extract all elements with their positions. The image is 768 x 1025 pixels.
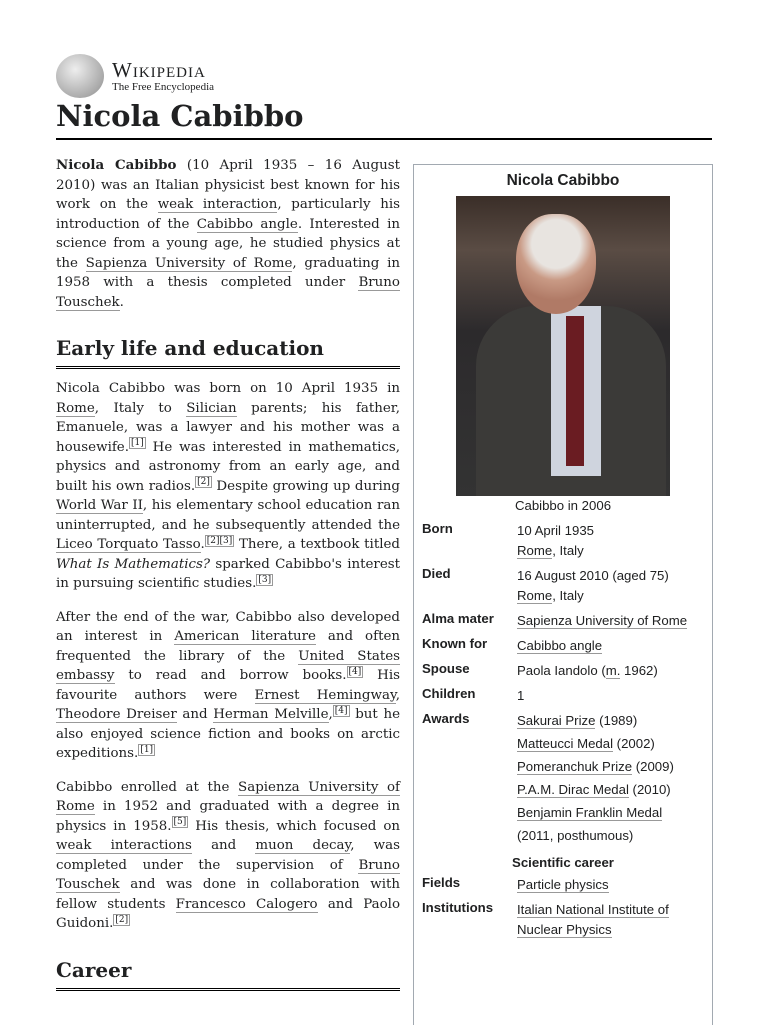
text: What Is Mathematics? bbox=[56, 556, 211, 572]
text: 10 April 1935 bbox=[517, 523, 594, 538]
text: His thesis, which focused on bbox=[188, 818, 401, 834]
wiki-link[interactable]: Sapienza University of Rome bbox=[517, 613, 688, 628]
globe-icon bbox=[56, 54, 104, 98]
wiki-link[interactable]: United States embassy bbox=[56, 648, 400, 683]
value-line bbox=[517, 566, 669, 586]
section-heading: Career bbox=[56, 956, 400, 991]
citation-link[interactable]: [1] bbox=[140, 744, 154, 755]
wiki-link[interactable]: Rome bbox=[517, 588, 553, 603]
infobox-row bbox=[414, 519, 712, 564]
citation-link[interactable]: [4] bbox=[334, 705, 348, 716]
value-line bbox=[517, 636, 602, 656]
logo-tagline: The Free Encyclopedia bbox=[112, 81, 215, 93]
wiki-link[interactable]: Silician bbox=[186, 400, 237, 416]
wiki-link[interactable]: World War II bbox=[56, 498, 143, 513]
wiki-link[interactable]: weak interaction bbox=[157, 197, 278, 212]
wiki-link[interactable]: Herman Melville bbox=[213, 707, 329, 722]
value-line bbox=[517, 757, 674, 777]
infobox-label: Born bbox=[422, 521, 453, 536]
infobox-value bbox=[517, 875, 609, 895]
value-line bbox=[517, 521, 594, 541]
wiki-link[interactable]: Matteucci Medal bbox=[517, 736, 614, 751]
value-line bbox=[517, 541, 594, 561]
text: , Italy bbox=[552, 588, 584, 603]
text: , bbox=[328, 707, 333, 722]
infobox-value bbox=[517, 566, 669, 606]
infobox-label: Spouse bbox=[422, 661, 470, 676]
wiki-link[interactable]: Liceo Torquato Tasso bbox=[56, 537, 201, 552]
text: and was done in collaboration with fellow students bbox=[56, 877, 400, 912]
infobox bbox=[413, 164, 713, 1025]
text: Nicola Cabibbo bbox=[56, 157, 177, 173]
text: , Italy to bbox=[94, 400, 187, 416]
citation-link[interactable]: [3] bbox=[258, 574, 272, 585]
text: (2010) bbox=[628, 782, 671, 797]
value-line bbox=[517, 920, 669, 940]
text: Despite growing up during bbox=[211, 478, 400, 494]
infobox-row bbox=[414, 684, 712, 709]
wiki-link[interactable]: Bruno Touschek bbox=[56, 275, 400, 310]
citation-link[interactable]: [2][3] bbox=[206, 535, 233, 546]
infobox-label: Died bbox=[422, 566, 451, 581]
text: , bbox=[395, 687, 400, 703]
article-body bbox=[56, 156, 400, 1001]
text: 1 bbox=[517, 688, 525, 703]
text: . Interested in science from a young age, he studied physics at the bbox=[56, 216, 400, 271]
citation bbox=[333, 705, 350, 717]
text: (1989) bbox=[595, 713, 638, 728]
infobox-row bbox=[414, 634, 712, 659]
wiki-link[interactable]: Sakurai Prize bbox=[517, 713, 596, 728]
citation-link[interactable]: [1] bbox=[131, 438, 144, 449]
citation bbox=[138, 744, 155, 756]
paragraph bbox=[56, 156, 400, 312]
infobox-label: Alma mater bbox=[422, 611, 494, 626]
text: Cabibbo enrolled at the bbox=[56, 779, 239, 795]
value-line bbox=[517, 875, 609, 895]
infobox-value bbox=[517, 900, 669, 940]
citation bbox=[129, 437, 146, 449]
infobox-label: Children bbox=[422, 686, 476, 701]
wiki-link[interactable]: American literature bbox=[174, 629, 316, 644]
citation-link[interactable]: [5] bbox=[173, 817, 187, 828]
text: There, a textbook titled bbox=[234, 537, 400, 552]
text: , graduating in 1958 with a thesis completed under bbox=[56, 255, 400, 290]
wikipedia-logo[interactable] bbox=[56, 54, 214, 98]
text: (2009) bbox=[632, 759, 674, 774]
wiki-link[interactable]: m. bbox=[605, 663, 621, 678]
infobox-row bbox=[414, 609, 712, 634]
value-line bbox=[517, 586, 669, 606]
wiki-link[interactable]: weak interactions bbox=[56, 838, 192, 853]
value-line bbox=[517, 803, 674, 823]
infobox-subheader: Scientific career bbox=[512, 855, 614, 870]
wiki-link[interactable]: Nuclear Physics bbox=[517, 922, 612, 937]
infobox-value bbox=[517, 521, 594, 561]
wiki-link[interactable]: Bruno Touschek bbox=[56, 857, 400, 892]
citation bbox=[256, 574, 273, 586]
paragraph bbox=[56, 778, 400, 934]
citation bbox=[195, 476, 212, 488]
citation bbox=[205, 535, 235, 547]
text: Nicola Cabibbo was born on 10 April 1935 in bbox=[56, 381, 400, 396]
text: His favourite authors were bbox=[56, 668, 401, 703]
text: He was interested in mathematics, physics and astronomy from an early age, and built his own radios. bbox=[56, 439, 400, 494]
text: and often frequented the library of the bbox=[56, 629, 400, 664]
text: . bbox=[119, 294, 124, 310]
wiki-link[interactable]: Sapienza University of Rome bbox=[85, 255, 293, 271]
text: parents; his father, Emanuele, was a lawyer and his mother was a housewife. bbox=[56, 400, 400, 455]
wiki-link[interactable]: P.A.M. Dirac Medal bbox=[517, 782, 629, 797]
text: and bbox=[191, 838, 256, 853]
text: 1962) bbox=[620, 663, 658, 678]
infobox-row bbox=[414, 898, 712, 943]
wiki-link[interactable]: Italian National Institute of bbox=[517, 902, 669, 917]
infobox-label: Known for bbox=[422, 636, 488, 651]
text: and bbox=[176, 707, 214, 722]
text: After the end of the war, Cabibbo also developed an interest in bbox=[56, 609, 400, 644]
text: Paola Iandolo ( bbox=[517, 663, 606, 678]
infobox-title: Nicola Cabibbo bbox=[506, 172, 620, 189]
wiki-link[interactable]: Theodore Dreiser bbox=[56, 707, 177, 722]
infobox-row bbox=[414, 659, 712, 684]
logo-wordmark: Wikipedia bbox=[112, 58, 206, 82]
infobox-row bbox=[414, 873, 712, 898]
value-line bbox=[517, 711, 674, 731]
paragraph bbox=[56, 608, 400, 764]
text: (10 April 1935 – 16 August 2010) was an Italian physicist best known for his work on the bbox=[56, 158, 400, 212]
value-line bbox=[517, 611, 687, 631]
text: , his elementary school education ran uninterrupted, and he subsequently attended the bbox=[56, 498, 400, 533]
text: sparked Cabibbo's interest in pursuing scientific studies. bbox=[56, 556, 400, 591]
paragraph bbox=[56, 379, 400, 594]
wiki-link[interactable]: Ernest Hemingway bbox=[254, 687, 396, 703]
text: 16 August 2010 (aged 75) bbox=[517, 568, 669, 583]
text: , Italy bbox=[552, 543, 584, 558]
citation bbox=[172, 816, 189, 828]
value-line bbox=[517, 734, 674, 754]
infobox-label: Awards bbox=[422, 711, 470, 726]
wiki-link[interactable]: Cabibbo angle bbox=[517, 638, 603, 653]
page-title: Nicola Cabibbo bbox=[56, 96, 712, 140]
text: to read and borrow books. bbox=[114, 668, 347, 683]
portrait-photo[interactable] bbox=[456, 196, 670, 496]
wiki-link[interactable]: Rome bbox=[56, 400, 95, 416]
wiki-link[interactable]: Francesco Calogero bbox=[175, 896, 318, 912]
wiki-link[interactable]: Particle physics bbox=[517, 877, 609, 892]
wiki-link[interactable]: Sapienza University of Rome bbox=[56, 779, 401, 814]
text: and Paolo Guidoni. bbox=[56, 896, 401, 931]
citation-link[interactable]: [2] bbox=[115, 914, 129, 925]
value-line bbox=[517, 661, 658, 681]
value-line bbox=[517, 780, 674, 800]
photo-caption: Cabibbo in 2006 bbox=[514, 498, 612, 513]
infobox-value bbox=[517, 711, 674, 849]
wiki-link[interactable]: Cabibbo angle bbox=[196, 216, 298, 232]
text: . bbox=[200, 537, 205, 552]
section-heading: Early life and education bbox=[56, 334, 400, 369]
text: (2011, posthumous) bbox=[517, 828, 634, 843]
citation-link[interactable]: [4] bbox=[348, 666, 362, 677]
text: , was completed under the supervision of bbox=[56, 838, 400, 873]
infobox-value bbox=[517, 661, 658, 681]
infobox-value bbox=[517, 611, 687, 631]
infobox-value bbox=[517, 686, 524, 706]
citation-link[interactable]: [2] bbox=[197, 477, 210, 488]
wiki-link[interactable]: Benjamin Franklin Medal bbox=[517, 805, 663, 820]
value-line bbox=[517, 826, 674, 846]
wiki-link[interactable]: Rome bbox=[517, 543, 553, 558]
wiki-link[interactable]: muon decay bbox=[255, 838, 351, 853]
text: in 1952 and graduated with a degree in physics in 1958. bbox=[56, 799, 400, 834]
citation bbox=[113, 914, 130, 926]
citation bbox=[347, 666, 364, 678]
infobox-row bbox=[414, 564, 712, 609]
text: , particularly his introduction of the bbox=[56, 197, 401, 232]
value-line bbox=[517, 900, 669, 920]
infobox-label: Fields bbox=[422, 875, 461, 890]
infobox-label: Institutions bbox=[422, 900, 494, 915]
text: (2002) bbox=[613, 736, 655, 751]
wiki-link[interactable]: Pomeranchuk Prize bbox=[517, 759, 633, 774]
value-line bbox=[517, 686, 524, 706]
infobox-value bbox=[517, 636, 602, 656]
infobox-row bbox=[414, 709, 712, 852]
text: but he also enjoyed science fiction and books on arctic expeditions. bbox=[56, 707, 400, 761]
